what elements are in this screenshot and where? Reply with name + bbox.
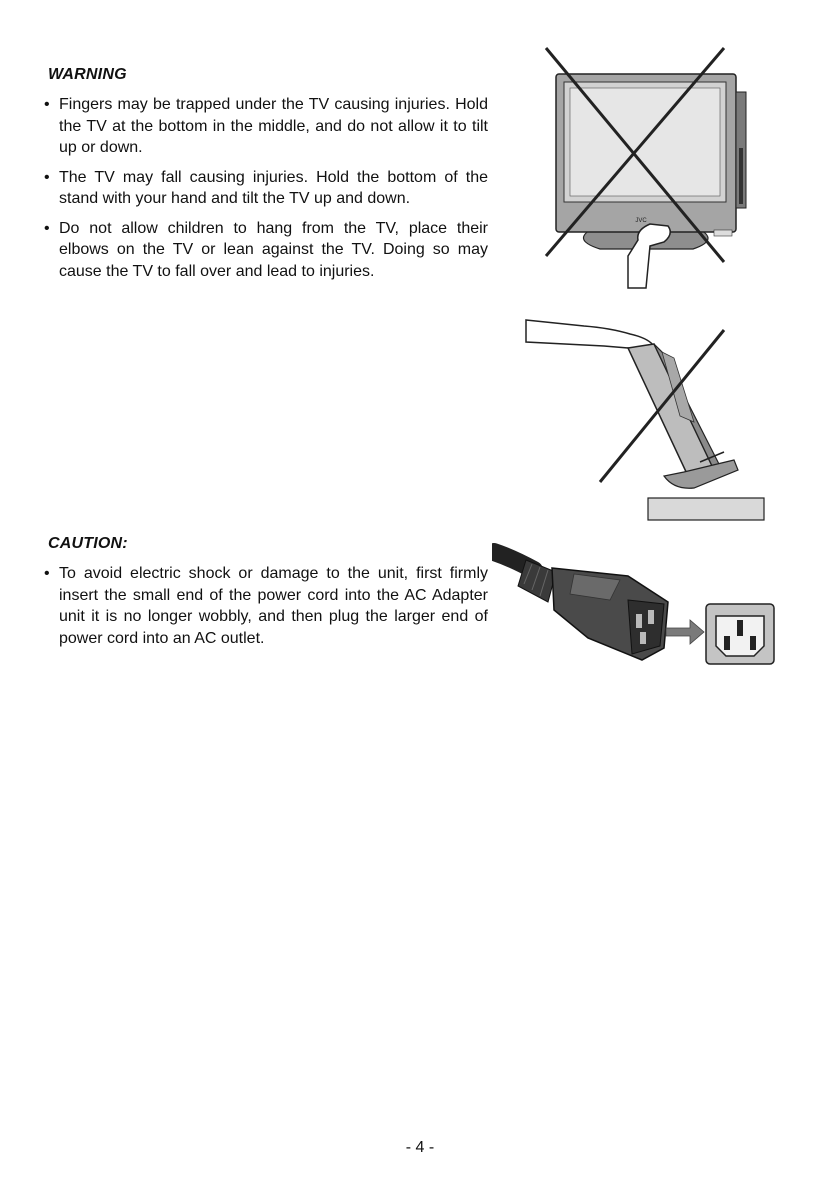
warning-item-text: Do not allow children to hang from the TV, place their elbows on the TV or lean against the TV. Doing so may cause the TV to fall over and lead to injuries. xyxy=(59,219,488,280)
list-item xyxy=(44,94,488,159)
tv-logo: JVC xyxy=(635,218,647,224)
tv-front-crossed-figure xyxy=(528,44,750,290)
warning-list xyxy=(44,94,488,290)
list-item xyxy=(44,218,488,283)
bullet-icon: • xyxy=(44,219,50,237)
caution-item-text: To avoid electric shock or damage to the unit, first firmly insert the small end of the power cord into the AC Adapter unit it is no longer wobbly, and then plug the larger end of power cord into an AC outlet. xyxy=(59,565,488,647)
caution-heading: CAUTION: xyxy=(48,535,128,552)
tv-tilt-crossed-figure xyxy=(524,312,770,522)
bullet-icon: • xyxy=(44,96,50,113)
caution-list xyxy=(44,563,488,657)
page-number: - 4 - xyxy=(405,1139,435,1156)
bullet-icon: • xyxy=(44,168,50,186)
list-item xyxy=(44,563,488,649)
list-item xyxy=(44,167,488,210)
warning-heading: WARNING xyxy=(48,66,127,83)
warning-item-text: Fingers may be trapped under the TV causing injuries. Hold the TV at the bottom in the middle, and do not allow it to tilt up or down. xyxy=(59,96,488,156)
power-cord-figure xyxy=(492,542,778,670)
bullet-icon: • xyxy=(44,565,50,582)
warning-item-text: The TV may fall causing injuries. Hold the bottom of the stand with your hand and tilt the TV up and down. xyxy=(59,168,488,207)
